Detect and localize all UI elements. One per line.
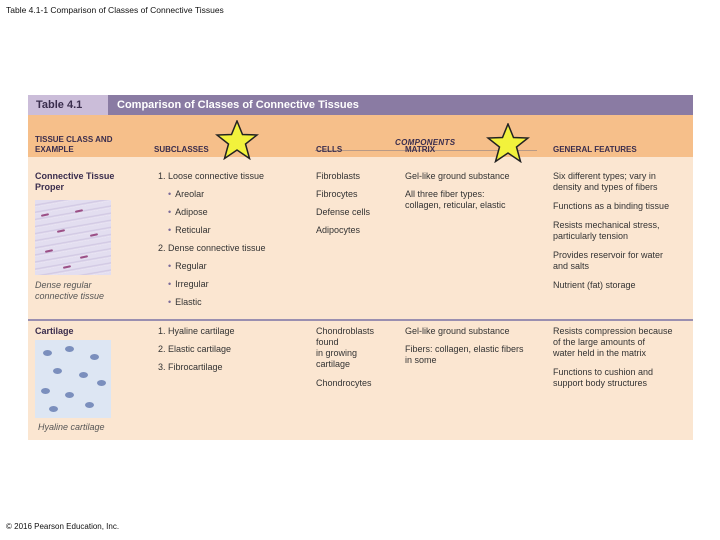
row1-tissue-class: Connective Tissue Proper (35, 171, 115, 192)
row1-matrix: Gel-like ground substance All three fiber types: collagen, reticular, elastic (405, 171, 510, 210)
row2-tissue-class: Cartilage (35, 326, 74, 336)
row1-general-features: Six different types; vary in density and types of fibers Functions as a binding tissue Resists mechanical stress, particularly tension Provides reservoir for water and salts Nutrient (fat) storage (553, 171, 670, 290)
row-divider (28, 319, 693, 321)
header-cells: CELLS (316, 145, 343, 154)
star-icon (486, 123, 530, 163)
copyright-notice: © 2016 Pearson Education, Inc. (6, 522, 120, 531)
table-title-bar (28, 95, 693, 115)
slide-title: Table 4.1-1 Comparison of Classes of Connective Tissues (6, 5, 224, 15)
components-label: COMPONENTS (395, 138, 456, 147)
row1-subclasses: 1. Loose connective tissue • Areolar • Adipose • Reticular 2. Dense connective tissue • Regular • Irregular • Elastic (158, 171, 266, 307)
hyaline-cartilage-image (35, 340, 111, 418)
table-number: Table 4.1 (28, 95, 108, 115)
star-icon (215, 120, 259, 160)
row1-image-caption: Dense regular connective tissue (35, 280, 105, 301)
header-matrix: MATRIX (405, 145, 436, 154)
header-tissue-class: TISSUE CLASS AND EXAMPLE (35, 135, 113, 154)
header-general-features: GENERAL FEATURES (553, 145, 637, 154)
row2-image-caption: Hyaline cartilage (38, 422, 105, 432)
dense-regular-tissue-image (35, 200, 111, 275)
row2-general-features: Resists compression because of the large amounts of water held in the matrix Functions to cushion and support body structures (553, 326, 673, 388)
table-title: Comparison of Classes of Connective Tissues (117, 99, 359, 111)
connective-tissue-table (28, 95, 693, 440)
row2-cells: Chondroblasts found in growing cartilage Chondrocytes (316, 326, 375, 388)
table-header-band (28, 115, 693, 157)
row2-matrix: Gel-like ground substance Fibers: collagen, elastic fibers in some (405, 326, 524, 365)
row2-subclasses: 1. Hyaline cartilage 2. Elastic cartilage 3. Fibrocartilage (158, 326, 235, 372)
header-subclasses: SUBCLASSES (154, 145, 209, 154)
row1-cells: Fibroblasts Fibrocytes Defense cells Adipocytes (316, 171, 371, 235)
